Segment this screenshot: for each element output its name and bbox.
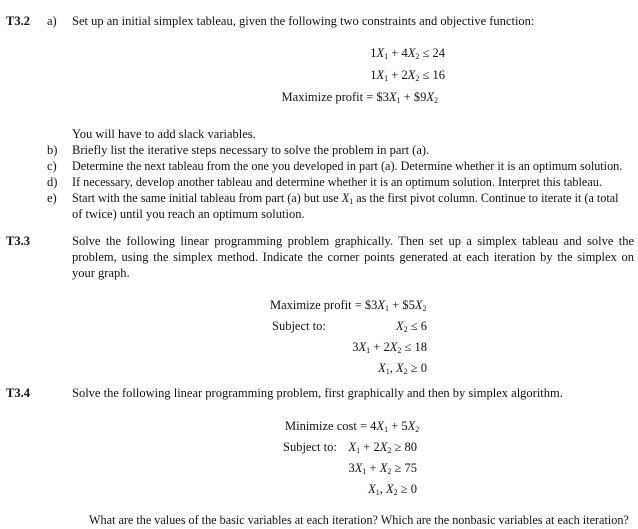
t3-3-subject-to: Subject to: xyxy=(272,319,326,333)
part-label-c: c) xyxy=(47,159,57,173)
problem-number-t3-3: T3.3 xyxy=(6,234,30,248)
problem-number-t3-2: T3.2 xyxy=(6,14,30,28)
part-e-text-line-1: Start with the same initial tableau from part (a) but use $X_1$ as the first pivot column. Continue to iterate it (a total xyxy=(72,191,619,206)
t3-3-constraint-1: $X_2 \le 6$ xyxy=(395,319,427,334)
t3-2-slack-note: You will have to add slack variables. xyxy=(72,127,256,141)
t3-3-objective: Maximize profit = $\$3X_1$ + $\$5X_2$ xyxy=(270,298,427,313)
t3-2-constraint-1: $1X_1 + 4X_2 \le 24$ xyxy=(370,46,445,61)
part-label-b: b) xyxy=(47,143,58,157)
t3-4-text: Solve the following linear programming problem, first graphically and then by simplex algorithm. xyxy=(72,386,563,400)
t3-4-constraint-2: $3X_1 + X_2 \ge 75$ xyxy=(348,461,417,476)
t3-2-constraint-2: $1X_1 + 2X_2 \le 16$ xyxy=(370,68,445,83)
t3-4-objective: Minimize $\cos t = 4X_1 + 5X_2$ xyxy=(285,419,420,434)
t3-3-constraint-2: $3X_1 + 2X_2 \le 18$ xyxy=(352,340,427,355)
part-c-text: Determine the next tableau from the one you developed in part (a). Determine whether it is an optimum solution. xyxy=(72,159,623,173)
t3-2-intro: Set up an initial simplex tableau, given the following two constraints and objective function: xyxy=(72,14,535,28)
t3-3-constraint-3: $X_1$, $X_2 \ge 0$ xyxy=(378,361,427,376)
part-label-d: d) xyxy=(47,175,58,189)
part-b-text: Briefly list the iterative steps necessary to solve the problem in part (a). xyxy=(72,143,430,157)
t3-3-text: Solve the following linear programming problem graphically. Then set up a simplex tableau and solve the problem, using the simplex method. Indicate the corner points generated at each iteration by the simplex on your graph. xyxy=(72,234,634,280)
problem-number-t3-4: T3.4 xyxy=(6,386,30,400)
part-label-a: a) xyxy=(47,14,57,28)
t3-4-constraint-3: $X_1$, $X_2 \ge 0$ xyxy=(368,482,417,497)
part-label-e: e) xyxy=(47,191,57,205)
t3-4-question: What are the values of the basic variables at each iteration? Which are the nonbasic variables at each iteration? xyxy=(89,513,629,527)
part-e-text-line-2: of twice) until you reach an optimum solution. xyxy=(72,207,305,221)
part-d-text: If necessary, develop another tableau and determine whether it is an optimum solution. Interpret this tableau. xyxy=(72,175,602,189)
t3-4-constraint-1: $X_1 + 2X_2 \ge 80$ xyxy=(348,440,417,455)
t3-4-subject-to: Subject to: xyxy=(283,440,337,454)
t3-2-objective: Maximize profit = $\$3X_1$ + $\$9X_2$ xyxy=(281,90,438,105)
